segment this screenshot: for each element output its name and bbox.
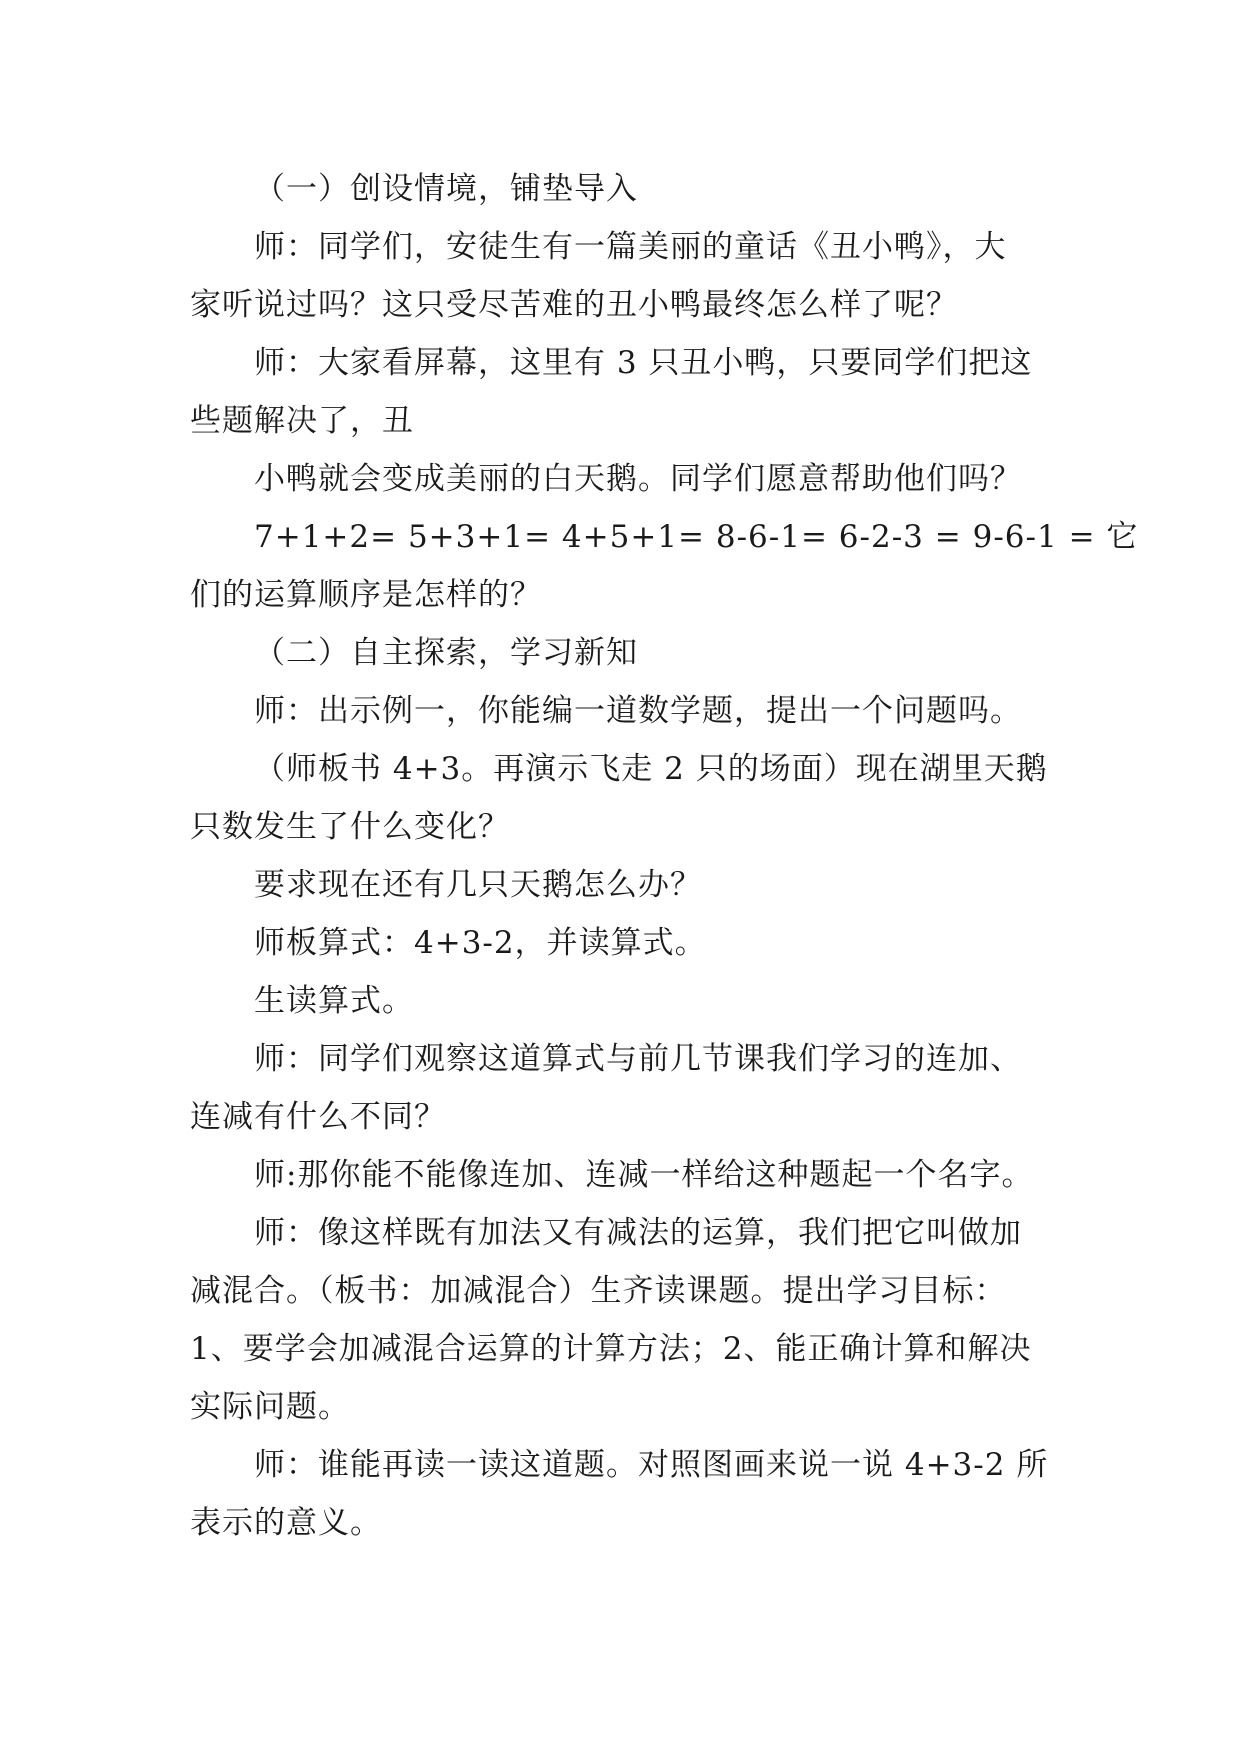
section-heading-1: （一）创设情境，铺垫导入 — [254, 171, 638, 207]
section-heading-2: （二）自主探索，学习新知 — [254, 635, 638, 671]
paragraph-line: 师：大家看屏幕，这里有 3 只丑小鸭，只要同学们把这 — [254, 345, 1033, 381]
paragraph-line: （师板书 4+3。再演示飞走 2 只的场面）现在湖里天鹅 — [254, 751, 1048, 787]
paragraph-line: 只数发生了什么变化？ — [190, 809, 510, 845]
document-body — [190, 160, 1139, 1552]
paragraph-line: 1、要学会加减混合运算的计算方法；2、能正确计算和解决 — [190, 1331, 1032, 1367]
equations-line: 7+1+2= 5+3+1= 4+5+1= 8-6-1= 6-2-3 = 9-6-1 = 它 — [254, 519, 1139, 555]
paragraph-line: 家听说过吗？这只受尽苦难的丑小鸭最终怎么样了呢？ — [190, 287, 958, 323]
paragraph-line: 表示的意义。 — [190, 1505, 382, 1541]
paragraph-line: 小鸭就会变成美丽的白天鹅。同学们愿意帮助他们吗？ — [254, 461, 1022, 497]
paragraph-line: 师：像这样既有加法又有减法的运算，我们把它叫做加 — [254, 1215, 1022, 1251]
paragraph-line: 连减有什么不同？ — [190, 1099, 446, 1135]
paragraph-line: 实际问题。 — [190, 1389, 350, 1425]
paragraph-line: 师：同学们观察这道算式与前几节课我们学习的连加、 — [254, 1041, 1022, 1077]
paragraph-line: 们的运算顺序是怎样的？ — [190, 577, 542, 613]
paragraph-line: 师板算式：4+3-2，并读算式。 — [254, 925, 707, 961]
paragraph-line: 师：同学们，安徒生有一篇美丽的童话《丑小鸭》，大 — [254, 229, 1007, 265]
paragraph-line: 生读算式。 — [254, 983, 414, 1019]
paragraph-line: 减混合。（板书：加减混合）生齐读课题。提出学习目标： — [190, 1273, 1007, 1309]
paragraph-line: 要求现在还有几只天鹅怎么办？ — [254, 867, 702, 903]
paragraph-line: 师：谁能再读一读这道题。对照图画来说一说 4+3-2 所 — [254, 1447, 1049, 1483]
paragraph-line: 师:那你能不能像连加、连减一样给这种题起一个名字。 — [254, 1157, 1034, 1193]
paragraph-line: 师：出示例一，你能编一道数学题，提出一个问题吗。 — [254, 693, 1022, 729]
paragraph-line: 些题解决了，丑 — [190, 403, 414, 439]
